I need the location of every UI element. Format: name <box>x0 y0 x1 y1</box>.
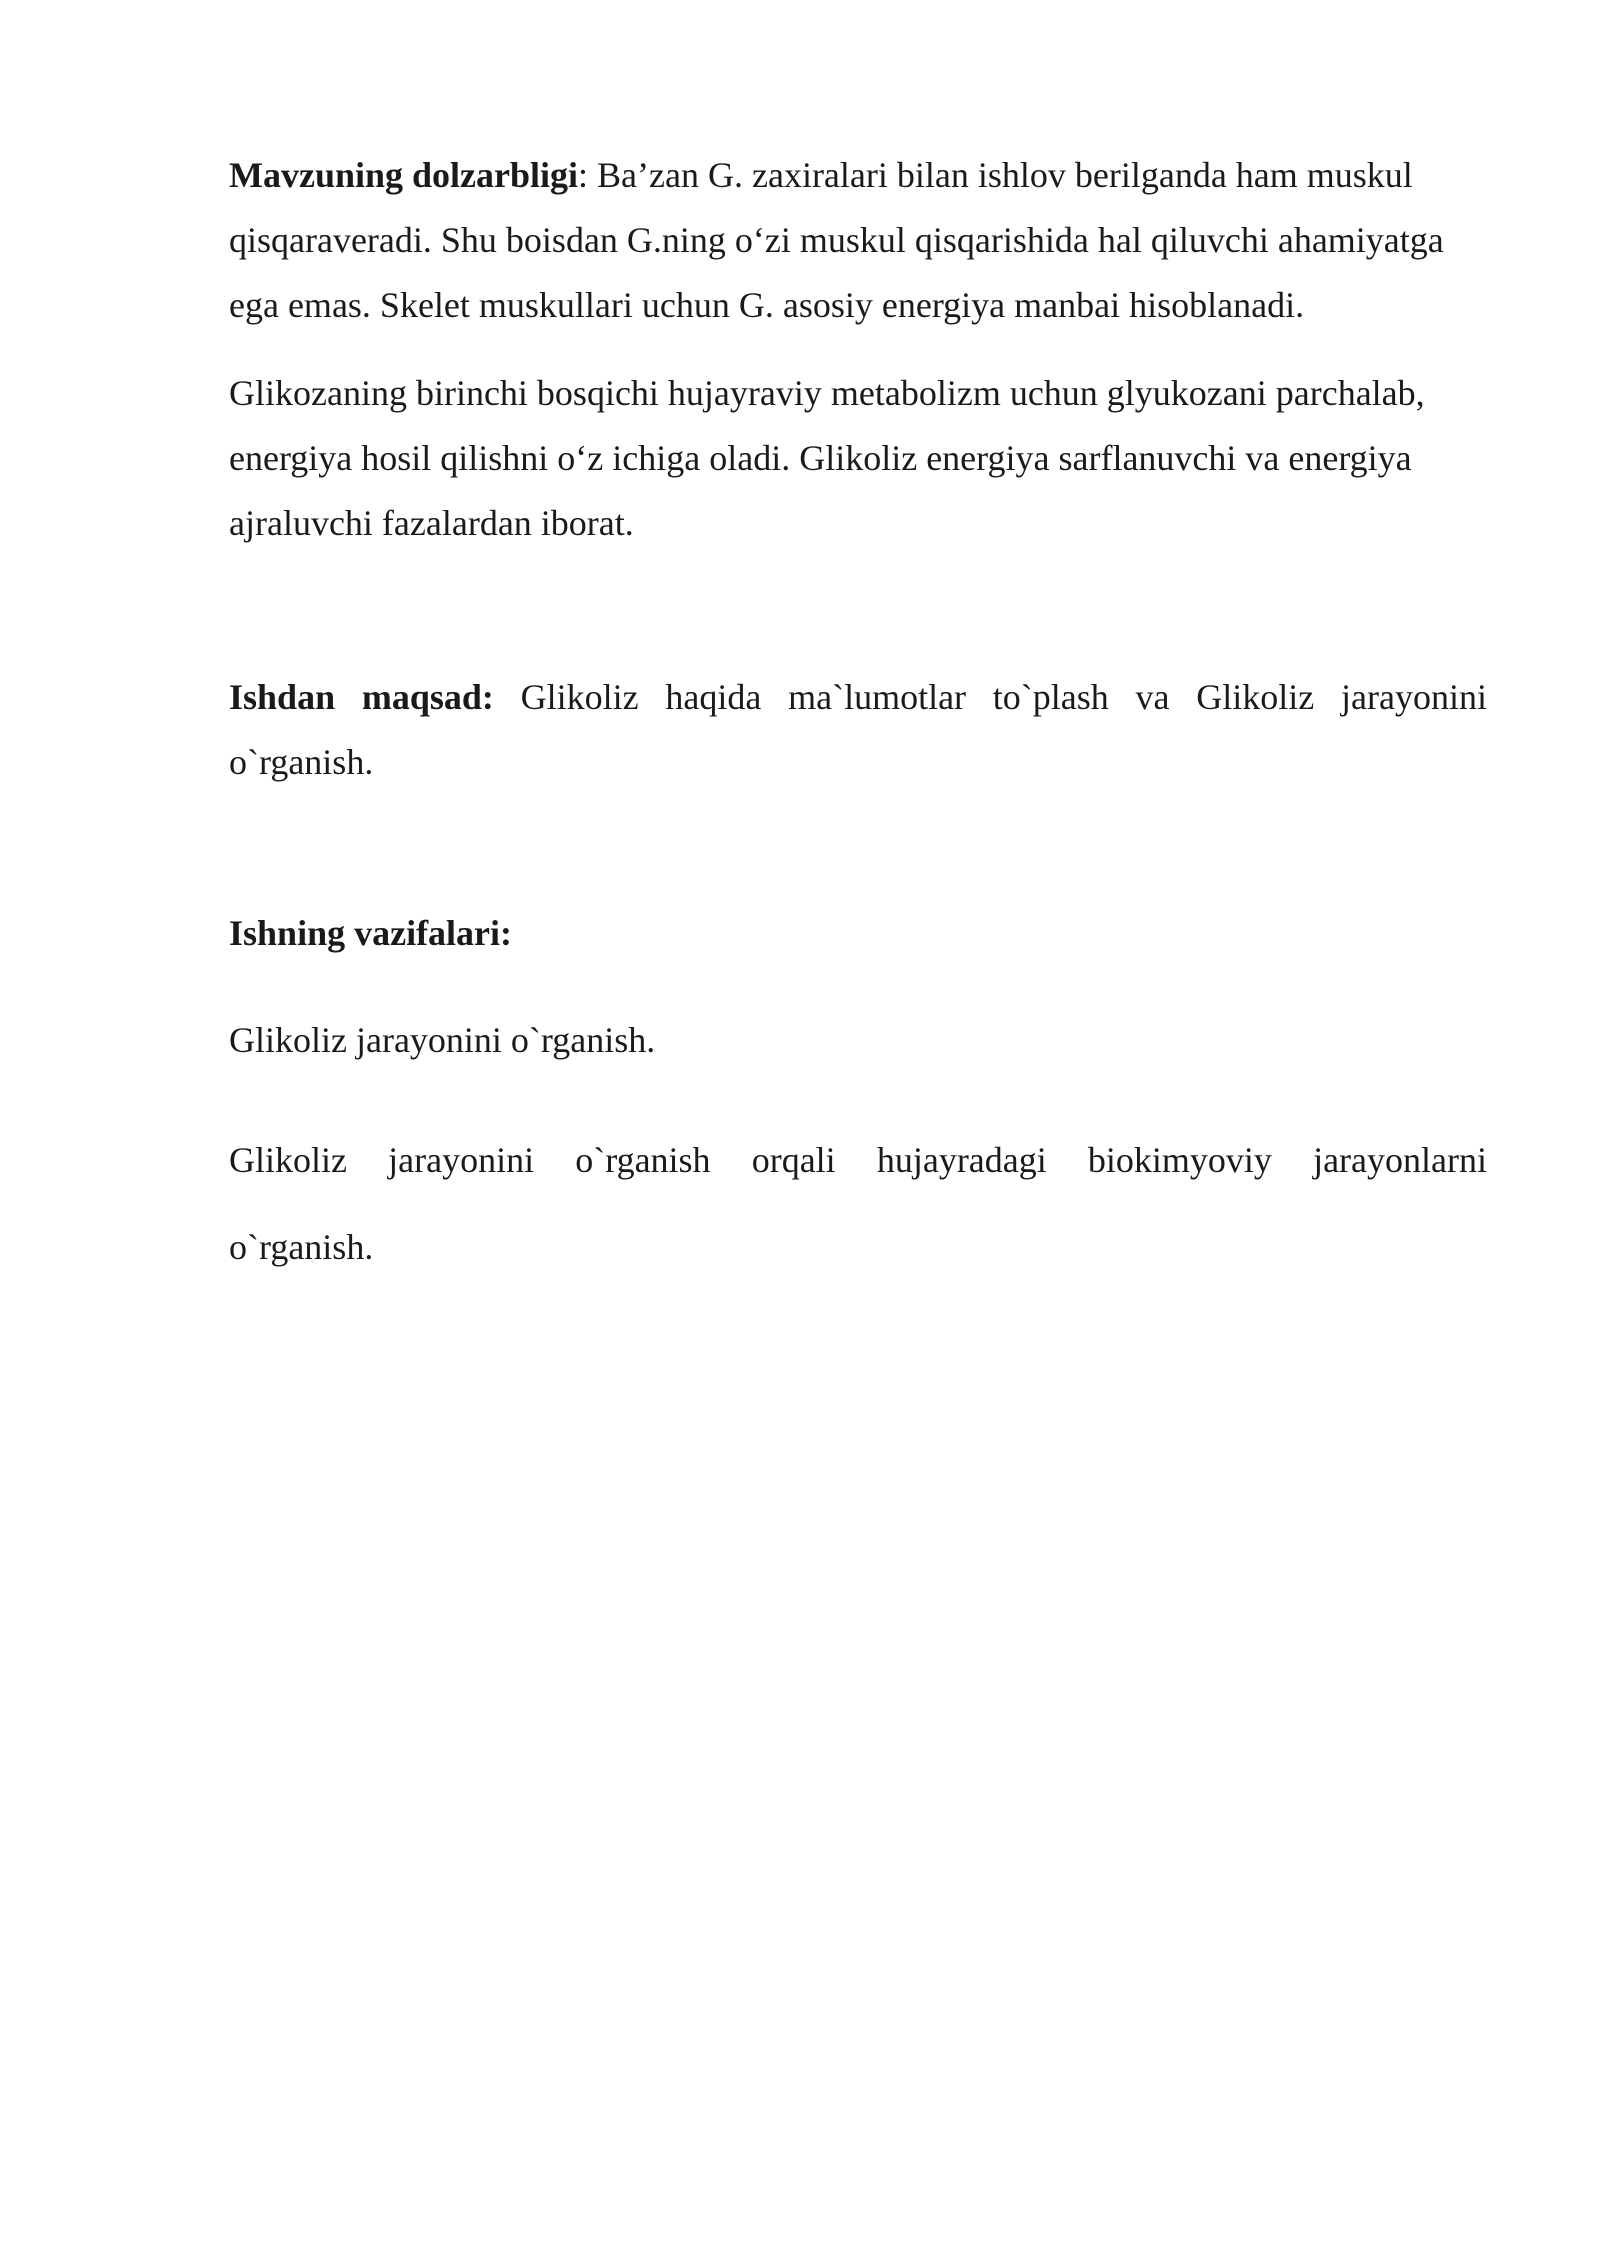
relevance-paragraph <box>229 143 1487 338</box>
task-item-2-line-2: o`rganish. <box>229 1227 374 1267</box>
task-item-1: Glikoliz jarayonini o`rganish. <box>229 1020 656 1060</box>
glycolysis-intro-paragraph: Glikozaning birinchi bosqichi hujayraviy metabolizm uchun glyukozani parchalab, energiya hosil qilishni o‘z ichiga oladi. Glikoliz energiya sarflanuvchi va energiya ajraluvchi fazalardan iborat. <box>229 373 1425 543</box>
goal-paragraph <box>229 665 1487 795</box>
task-item-2 <box>229 1117 1487 1291</box>
relevance-colon: : <box>578 155 589 195</box>
relevance-text: Ba’zan G. zaxiralari bilan ishlov berilganda ham muskul qisqaraveradi. Shu boisdan G.ning o‘zi muskul qisqarishida hal qiluvchi ahamiyatga ega emas. Skelet muskullari uchun G. asosiy energiya manbai hisoblanadi. <box>229 155 1444 325</box>
task-item-2-line-1: Glikoliz jarayonini o`rganish orqali hujayradagi biokimyoviy jarayonlarni <box>229 1140 1487 1180</box>
tasks-heading: Ishning vazifalari: <box>229 913 513 953</box>
relevance-label: Mavzuning dolzarbligi <box>229 155 579 195</box>
goal-label: Ishdan maqsad: <box>229 677 494 717</box>
goal-text: Glikoliz haqida ma`lumotlar to`plash va Glikoliz jarayonini o`rganish. <box>229 677 1487 782</box>
